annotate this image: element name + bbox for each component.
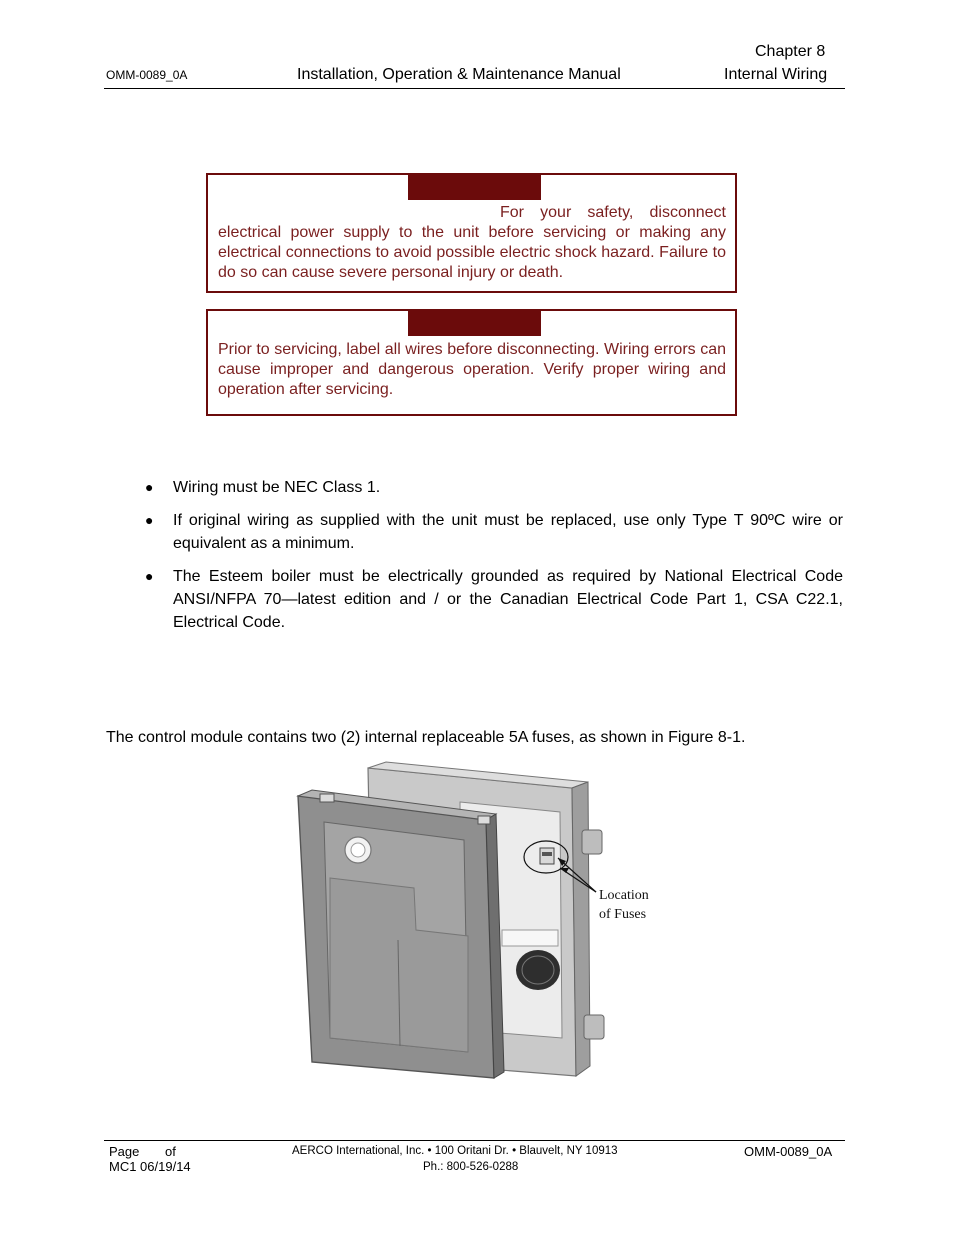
list-item — [140, 509, 843, 555]
chapter-label: Chapter 8 — [755, 43, 826, 60]
footer-page-label: Page — [109, 1144, 140, 1159]
bullet-icon: ● — [145, 512, 154, 528]
header-doc-number: OMM-0089_0A — [106, 68, 188, 82]
footer-doc-number: OMM-0089_0A — [744, 1144, 833, 1159]
list-item — [140, 565, 843, 634]
caution-box — [206, 309, 737, 416]
header-divider — [104, 88, 845, 89]
footer-revision: MC1 06/19/14 — [109, 1159, 191, 1174]
list-item-text: If original wiring as supplied with the unit must be replaced, use only Type T 90ºC wire or equivalent as a minimum. — [173, 512, 843, 552]
caution-text: Prior to servicing, label all wires before disconnecting. Wiring errors can cause improper and dangerous operation. Verify proper wiring and operation after servicing. — [218, 341, 726, 398]
footer-divider — [104, 1140, 845, 1141]
footer-of-label: of — [165, 1144, 176, 1159]
list-item-text: The Esteem boiler must be electrically grounded as required by National Electrical Code ANSI/NFPA 70—latest edition and / or the Canadian Electrical Code Part 1, CSA C22.1, Electrical Code. — [173, 568, 843, 631]
fuse-intro-paragraph: The control module contains two (2) internal replaceable 5A fuses, as shown in Figure 8-1. — [106, 729, 746, 746]
bullet-icon: ● — [145, 568, 154, 584]
fuse-location-label-line2: of Fuses — [599, 907, 647, 922]
footer-address: AERCO International, Inc. • 100 Oritani Dr. • Blauvelt, NY 10913 — [292, 1145, 618, 1157]
list-item — [140, 476, 843, 499]
warning-box — [206, 173, 737, 293]
footer-phone: Ph.: 800-526-0288 — [423, 1161, 519, 1173]
manual-title: Installation, Operation & Maintenance Manual — [297, 66, 621, 83]
wiring-requirements-list — [140, 476, 843, 644]
warning-heading-tab — [408, 175, 541, 200]
bullet-icon: ● — [145, 479, 154, 495]
list-item-text: Wiring must be NEC Class 1. — [173, 479, 381, 496]
caution-heading-tab — [408, 311, 541, 336]
warning-text: For your safety, disconnect electrical power supply to the unit before servicing or making any electrical connections to avoid possible electric shock hazard. Failure to do so can cause severe personal injury or death. — [218, 204, 726, 281]
fuse-location-label: Location — [599, 888, 649, 903]
section-title: Internal Wiring — [724, 66, 828, 83]
